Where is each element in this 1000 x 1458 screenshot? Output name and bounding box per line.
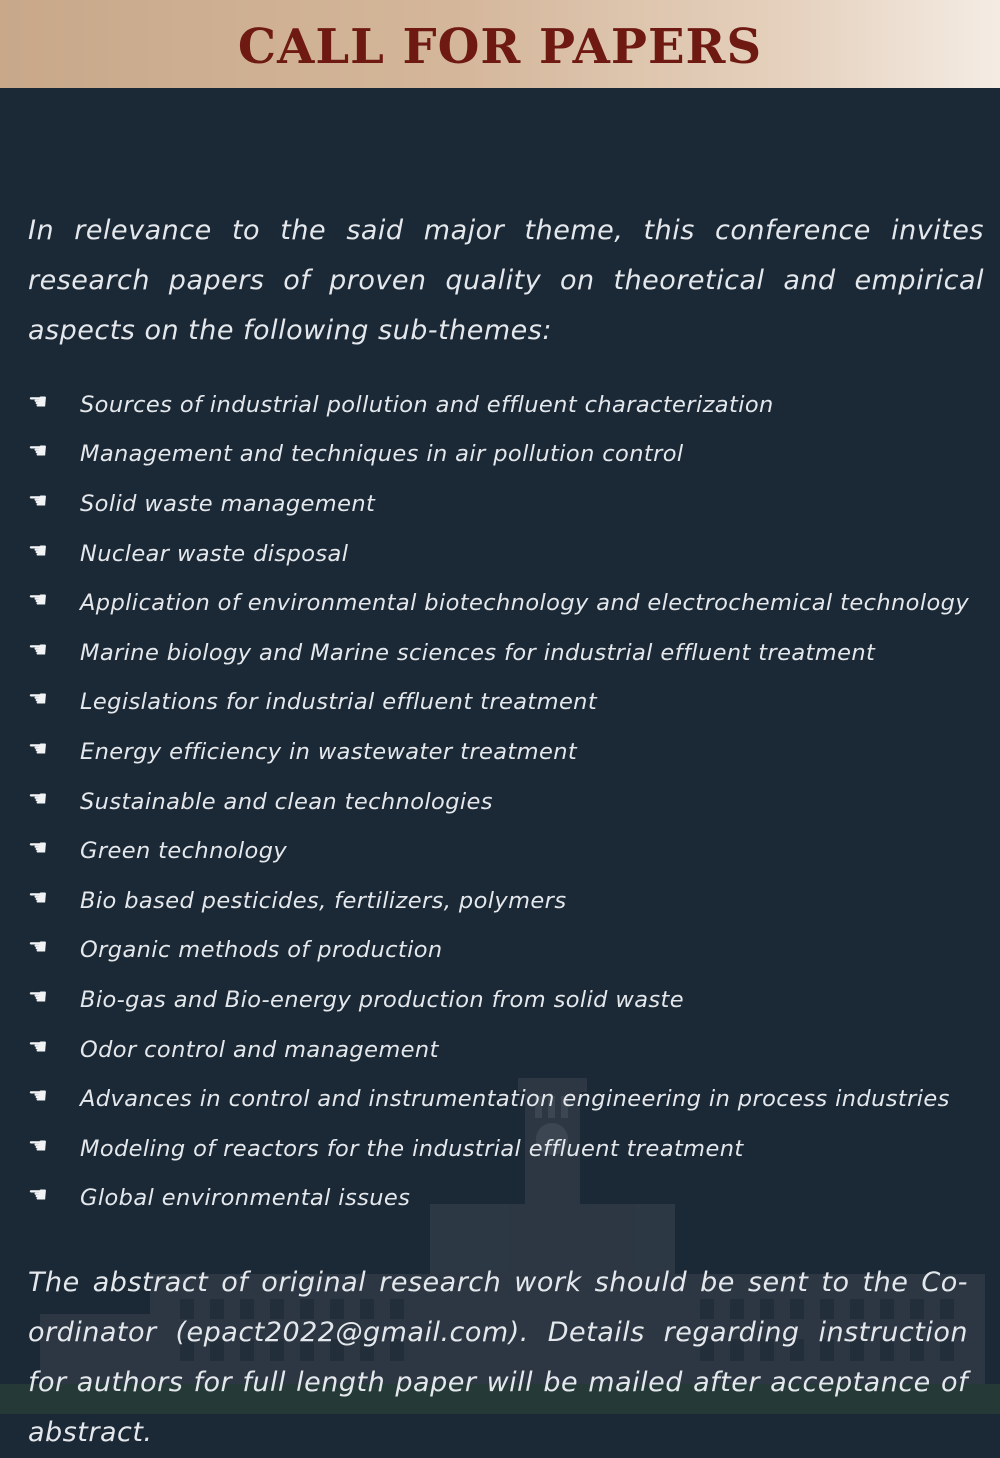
hand-pointing-icon: ☚ xyxy=(28,885,48,911)
hand-pointing-icon: ☚ xyxy=(28,687,48,713)
hand-pointing-icon: ☚ xyxy=(28,1133,48,1159)
list-item-text: Green technology xyxy=(80,838,288,865)
list-item-text: Application of environmental biotechnology and electrochemical technology xyxy=(80,590,970,617)
hand-pointing-icon: ☚ xyxy=(28,637,48,663)
list-item-text: Odor control and management xyxy=(80,1036,439,1063)
list-item-text: Management and techniques in air pollution control xyxy=(80,441,684,468)
list-item-text: Nuclear waste disposal xyxy=(80,540,349,567)
list-item xyxy=(28,578,978,628)
list-item-text: Organic methods of production xyxy=(80,937,443,964)
hand-pointing-icon: ☚ xyxy=(28,488,48,514)
list-item xyxy=(28,777,978,827)
list-item-text: Bio-gas and Bio-energy production from solid waste xyxy=(80,986,684,1013)
content-panel xyxy=(0,88,1000,1448)
hand-pointing-icon: ☚ xyxy=(28,736,48,762)
list-item xyxy=(28,826,978,876)
page-title: CALL FOR PAPERS xyxy=(237,19,763,75)
intro-paragraph: In relevance to the said major theme, this conference invites research papers of proven quality on theoretical and empirical aspects on the following sub-themes: xyxy=(28,215,984,346)
list-item-text: Global environmental issues xyxy=(80,1185,411,1212)
list-item xyxy=(28,1074,978,1124)
hand-pointing-icon: ☚ xyxy=(28,389,48,415)
list-item-text: Marine biology and Marine sciences for industrial effluent treatment xyxy=(80,639,876,666)
list-item-text: Sustainable and clean technologies xyxy=(80,788,493,815)
hand-pointing-icon: ☚ xyxy=(28,984,48,1010)
sub-themes-list xyxy=(28,380,978,1223)
header-banner xyxy=(0,0,1000,88)
list-item xyxy=(28,529,978,579)
hand-pointing-icon: ☚ xyxy=(28,1183,48,1209)
hand-pointing-icon: ☚ xyxy=(28,1084,48,1110)
closing-paragraph: The abstract of original research work should be sent to the Co-ordinator (epact2022@gmail.com). Details regarding instruction for authors for full length paper will be mailed after acceptance of abstract. xyxy=(28,1267,968,1448)
hand-pointing-icon: ☚ xyxy=(28,935,48,961)
list-item-text: Modeling of reactors for the industrial effluent treatment xyxy=(80,1135,744,1162)
list-item xyxy=(28,380,978,430)
list-item xyxy=(28,727,978,777)
list-item xyxy=(28,926,978,976)
list-item-text: Sources of industrial pollution and effluent characterization xyxy=(80,391,774,418)
list-item-text: Advances in control and instrumentation engineering in process industries xyxy=(80,1086,950,1113)
hand-pointing-icon: ☚ xyxy=(28,439,48,465)
list-item xyxy=(28,876,978,926)
list-item xyxy=(28,1174,978,1224)
hand-pointing-icon: ☚ xyxy=(28,786,48,812)
list-item-text: Legislations for industrial effluent treatment xyxy=(80,689,598,716)
list-item xyxy=(28,479,978,529)
hand-pointing-icon: ☚ xyxy=(28,836,48,862)
list-item-text: Bio based pesticides, fertilizers, polymers xyxy=(80,887,567,914)
list-item-text: Energy efficiency in wastewater treatment xyxy=(80,738,578,765)
list-item xyxy=(28,1124,978,1174)
list-item xyxy=(28,430,978,480)
list-item xyxy=(28,678,978,728)
hand-pointing-icon: ☚ xyxy=(28,1034,48,1060)
list-item xyxy=(28,1025,978,1075)
list-item xyxy=(28,975,978,1025)
hand-pointing-icon: ☚ xyxy=(28,538,48,564)
list-item xyxy=(28,628,978,678)
hand-pointing-icon: ☚ xyxy=(28,588,48,614)
list-item-text: Solid waste management xyxy=(80,490,376,517)
